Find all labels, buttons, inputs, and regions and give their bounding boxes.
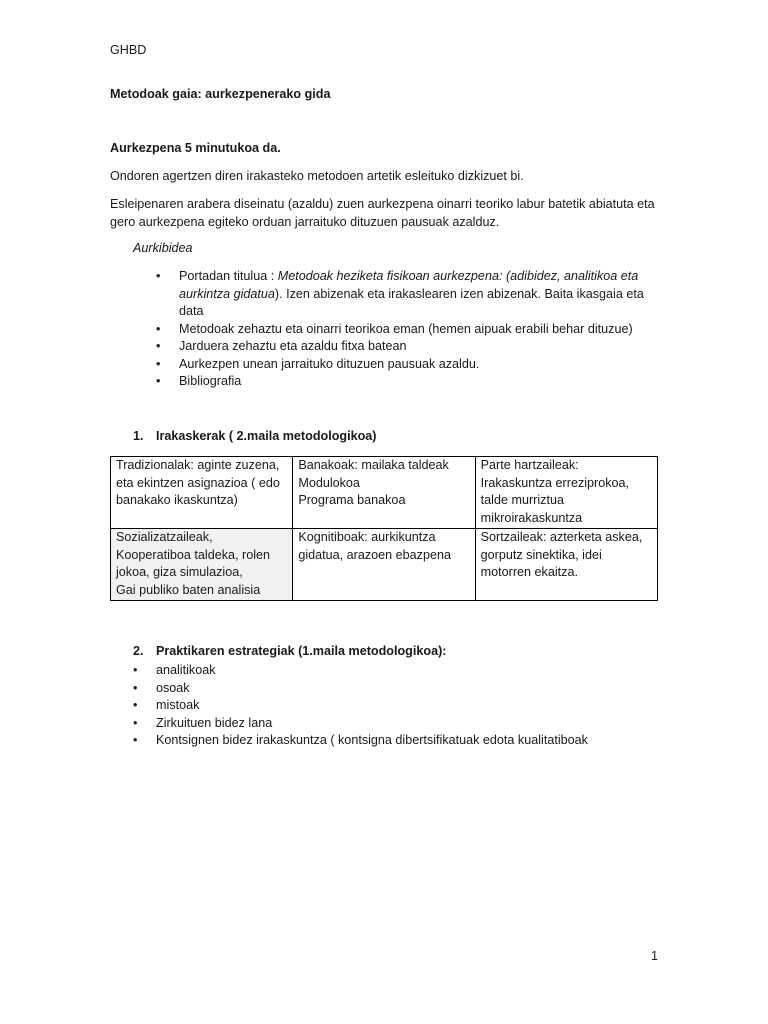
bullet-icon: • bbox=[133, 733, 138, 747]
bullet-icon: • bbox=[156, 356, 161, 371]
strategies-list bbox=[110, 662, 658, 750]
table-cell: Banakoak: mailaka taldeak Modulokoa Programa banakoa bbox=[293, 457, 475, 529]
table-cell: Sozializatzaileak, Kooperatiboa taldeka, rolen jokoa, giza simulazioa, Gai publiko baten analisia bbox=[111, 529, 293, 601]
bullet-icon: • bbox=[156, 374, 161, 388]
bullet-icon: • bbox=[156, 321, 161, 336]
document-page bbox=[110, 0, 658, 1024]
design-paragraph: Esleipenaren arabera diseinatu (azaldu) zuen aurkezpena oinarri teoriko labur batetik abiatuta eta gero aurkezpena egiteko orduan jarraituko dituzuen pausuak azalduz. bbox=[110, 197, 655, 229]
list-item bbox=[110, 373, 658, 391]
section-1-heading bbox=[110, 428, 658, 446]
running-header: GHBD bbox=[110, 43, 147, 57]
section-title: Praktikaren estrategiak (1.maila metodologikoa): bbox=[156, 644, 447, 658]
methods-table bbox=[110, 456, 658, 601]
section-2-heading bbox=[110, 643, 658, 661]
duration-paragraph: Aurkezpena 5 minutukoa da. bbox=[110, 141, 281, 155]
table-cell: Kognitiboak: aurkikuntza gidatua, arazoen ebazpena bbox=[293, 529, 475, 601]
list-item-text: Kontsignen bidez irakaskuntza ( kontsigna dibertsifikatuak edota kualitatiboak bbox=[156, 733, 588, 747]
list-item bbox=[110, 697, 658, 715]
list-item-text: Aurkezpen unean jarraituko dituzuen pausuak azaldu. bbox=[179, 356, 480, 371]
list-item-text: Portadan titulua : bbox=[179, 269, 278, 283]
section-number: 1. bbox=[133, 429, 144, 443]
table-cell: Sortzaileak: azterketa askea, gorputz sinektika, idei motorren ekaitza. bbox=[475, 529, 657, 601]
list-item bbox=[110, 732, 658, 750]
section-number: 2. bbox=[133, 644, 144, 658]
list-item bbox=[110, 662, 658, 680]
page-number: 1 bbox=[651, 949, 659, 963]
bullet-icon: • bbox=[156, 339, 161, 353]
assignment-paragraph: Ondoren agertzen diren irakasteko metodoen artetik esleituko dizkizuet bi. bbox=[110, 169, 524, 183]
list-item bbox=[110, 321, 658, 339]
list-item-text: analitikoak bbox=[156, 663, 216, 677]
list-item bbox=[110, 268, 658, 321]
list-item-text: ). Izen abizenak eta irakaslearen izen abizenak. Baita ikasgaia eta data bbox=[179, 286, 644, 318]
list-item-text: Bibliografia bbox=[179, 374, 242, 388]
section-title: Irakaskerak ( 2.maila metodologikoa) bbox=[156, 429, 377, 443]
table-row bbox=[111, 529, 658, 601]
bullet-icon: • bbox=[133, 698, 138, 712]
bullet-icon: • bbox=[133, 680, 138, 695]
document-title: Metodoak gaia: aurkezpenerako gida bbox=[110, 87, 331, 101]
table-cell: Parte hartzaileak: Irakaskuntza erreziprokoa, talde murriztua mikroirakaskuntza bbox=[475, 457, 657, 529]
list-item bbox=[110, 680, 658, 698]
table-cell: Tradizionalak: aginte zuzena, eta ekintzen asignazioa ( edo banakako ikaskuntza) bbox=[111, 457, 293, 529]
list-item-text: osoak bbox=[156, 680, 190, 695]
list-item-italic-text: Metodoak heziketa fisikoan aurkezpena: (adibidez, analitikoa eta aurkintza gidatua bbox=[179, 269, 639, 301]
list-item bbox=[110, 356, 658, 374]
list-item bbox=[110, 715, 658, 733]
table-row bbox=[111, 457, 658, 529]
aurkibidea-heading: Aurkibidea bbox=[133, 241, 193, 255]
bullet-icon: • bbox=[133, 663, 138, 677]
list-item-text: Zirkuituen bidez lana bbox=[156, 715, 273, 730]
bullet-icon: • bbox=[156, 269, 161, 283]
list-item bbox=[110, 338, 658, 356]
list-item-text: Metodoak zehaztu eta oinarri teorikoa eman (hemen aipuak erabili behar dituzue) bbox=[179, 321, 633, 336]
list-item-text: Jarduera zehaztu eta azaldu fitxa batean bbox=[179, 339, 407, 353]
list-item-text: mistoak bbox=[156, 698, 200, 712]
bullet-icon: • bbox=[133, 715, 138, 730]
aurkibidea-list bbox=[110, 268, 658, 391]
